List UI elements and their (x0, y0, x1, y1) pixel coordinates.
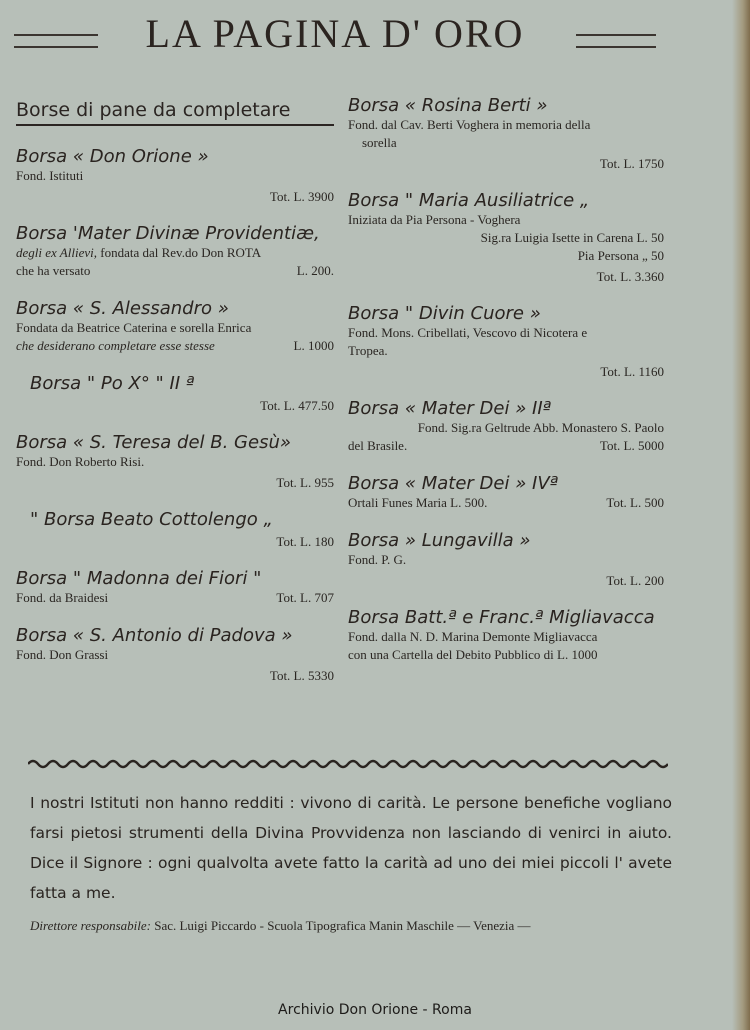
archive-caption: Archivio Don Orione - Roma (278, 1002, 472, 1018)
borsa-total: Tot. L. 3.360 (596, 269, 664, 284)
borsa-line-text: Ortali Funes Maria L. 500. (348, 495, 488, 510)
borsa-title: Borsa « S. Teresa del B. Gesù» (16, 432, 291, 453)
borsa-line: Fond. P. G. (348, 552, 407, 567)
borsa-line: Fondata da Beatrice Caterina e sorella Enrica (16, 320, 252, 335)
borsa-entry (348, 303, 664, 380)
borsa-entry (16, 223, 334, 280)
borsa-total: Tot. L. 180 (276, 534, 334, 549)
borsa-entry (16, 568, 334, 607)
borsa-line-italic: che desiderano completare esse stesse (16, 338, 215, 353)
borsa-total: Tot. L. 707 (276, 590, 334, 605)
borsa-total: Tot. L. 500 (606, 495, 664, 510)
right-column (348, 95, 664, 682)
borsa-line: Fond. Don Roberto Risi. (16, 454, 145, 469)
borsa-title: Borsa " Po X° " II ª (30, 373, 195, 394)
borsa-total: Tot. L. 3900 (269, 189, 334, 204)
borsa-entry (348, 398, 664, 455)
borsa-total: Tot. L. 200 (606, 573, 664, 588)
borsa-line-text: fondata dal Rev.do Don ROTA (100, 245, 262, 260)
borsa-title: Borsa Batt.ª e Franc.ª Migliavacca (348, 607, 655, 628)
borsa-line: Tropea. (348, 343, 388, 358)
borsa-line: Iniziata da Pia Persona - Voghera (348, 212, 521, 227)
borsa-entry (348, 473, 664, 512)
borsa-total: Tot. L. 1750 (599, 156, 664, 171)
borsa-line (16, 244, 334, 262)
borsa-title: Borsa « S. Alessandro » (16, 298, 229, 319)
section-title: Borse di pane da completare (16, 99, 334, 126)
borsa-line: Fond. Mons. Cribellati, Vescovo di Nicotera e (348, 325, 588, 340)
borsa-line: Fond. Don Grassi (16, 647, 109, 662)
borsa-entry (16, 625, 334, 684)
borsa-entry (348, 530, 664, 589)
borsa-entry (16, 509, 334, 550)
borsa-title: " Borsa Beato Cottolengo „ (30, 509, 273, 530)
borsa-total: Tot. L. 955 (276, 475, 334, 490)
borsa-amount: L. 200. (296, 263, 334, 278)
borsa-line: Fond. Istituti (16, 168, 84, 183)
borsa-line-italic: degli ex Allievi, (16, 245, 97, 260)
borsa-line-text: che ha versato (16, 263, 91, 278)
borsa-line: sorella (362, 135, 397, 150)
borsa-title: Borsa » Lungavilla » (348, 530, 531, 551)
page-title: LA PAGINA D' ORO (145, 11, 525, 56)
ornamental-divider (28, 758, 668, 770)
borsa-line (16, 262, 334, 280)
footer-text: Sac. Luigi Piccardo - Scuola Tipografica Manin Maschile — Venezia — (154, 918, 531, 933)
borsa-line (16, 589, 334, 607)
borsa-line-text: del Brasile. (348, 438, 408, 453)
borsa-entry (16, 432, 334, 491)
borsa-title: Borsa « S. Antonio di Padova » (16, 625, 293, 646)
borsa-title: Borsa « Rosina Berti » (348, 95, 548, 116)
borsa-total: Tot. L. 5330 (269, 668, 334, 683)
borsa-line-text: Fond. da Braidesi (16, 590, 109, 605)
borsa-title: Borsa « Mater Dei » IVª (348, 473, 559, 494)
borsa-entry (16, 373, 334, 414)
borsa-title: Borsa « Mater Dei » IIª (348, 398, 552, 419)
borsa-title: Borsa " Divin Cuore » (348, 303, 541, 324)
borsa-entry (348, 607, 664, 664)
borsa-line: Pia Persona „ 50 (577, 248, 664, 263)
footer-credits (30, 918, 675, 934)
borsa-total: Tot. L. 5000 (599, 438, 664, 453)
borsa-title: Borsa 'Mater Divinæ Providentiæ, (16, 223, 320, 244)
borsa-line: Fond. dal Cav. Berti Voghera in memoria della (348, 117, 591, 132)
borsa-total: Tot. L. 1160 (600, 364, 664, 379)
left-column (16, 95, 334, 702)
borsa-entry (348, 95, 664, 172)
borsa-entry (348, 190, 664, 285)
footer-label: Direttore responsabile: (30, 918, 151, 933)
borsa-line (348, 437, 664, 455)
borsa-line: Sig.ra Luigia Isette in Carena L. 50 (480, 230, 664, 245)
borsa-line: Fond. Sig.ra Geltrude Abb. Monastero S. Paolo (417, 420, 664, 435)
borsa-line: Fond. dalla N. D. Marina Demonte Migliavacca (348, 629, 598, 644)
page-edge-shadow (732, 0, 750, 1030)
borsa-total: Tot. L. 477.50 (260, 398, 334, 413)
borsa-title: Borsa " Madonna dei Fiori " (16, 568, 262, 589)
borsa-line (348, 494, 664, 512)
borsa-entry (16, 298, 334, 355)
borsa-line: con una Cartella del Debito Pubblico di L. 1000 (348, 647, 598, 662)
borsa-title: Borsa " Maria Ausiliatrice „ (348, 190, 590, 211)
borsa-amount: L. 1000 (293, 338, 334, 353)
borsa-line (16, 337, 334, 355)
appeal-paragraph: I nostri Istituti non hanno redditi : vivono di carità. Le persone benefiche vogliano farsi pietosi strumenti della Divina Provvidenza non lasciando di venirci in aiuto. Dice il Signore : ogni qualvolta avete fatto la carità ad uno dei miei piccoli l' avete fatta a me. (30, 794, 672, 902)
borsa-title: Borsa « Don Orione » (16, 146, 209, 167)
borsa-entry (16, 146, 334, 205)
